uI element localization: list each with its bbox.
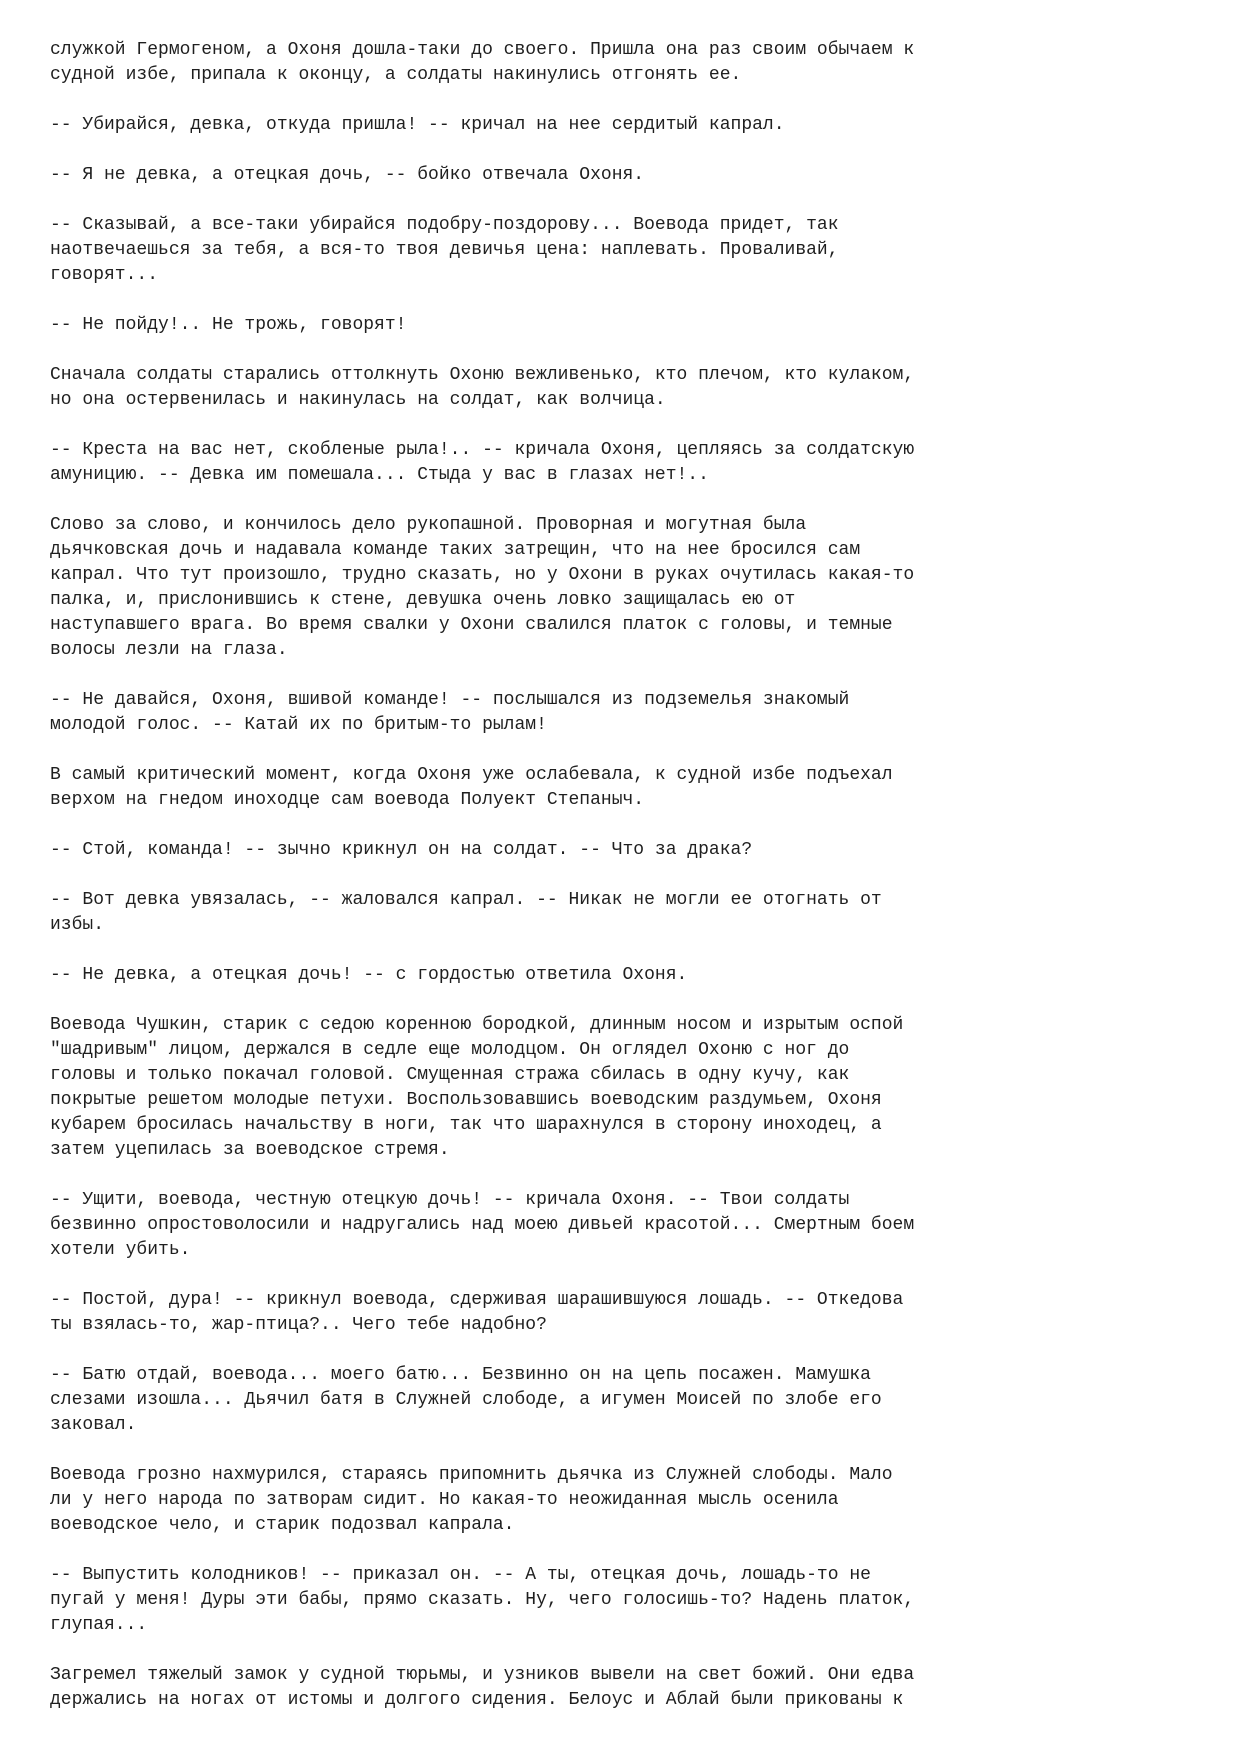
- paragraph: Слово за слово, и кончилось дело рукопашной. Проворная и могутная была дьячковская дочь и надавала команде таких затрещин, что на нее бросился сам капрал. Что тут произошло, трудно сказать, но у Охони в руках очутилась какая-то палка, и, прислонившись к стене, девушка очень ловко защищалась ею от наступавшего врага. Во время свалки у Охони свалился платок с головы, и темные волосы лезли на глаза.: [50, 515, 915, 660]
- document-page: [50, 38, 1210, 1713]
- paragraph: -- Убирайся, девка, откуда пришла! -- кричал на нее сердитый капрал.: [50, 115, 785, 135]
- paragraph: -- Не пойду!.. Не трожь, говорят!: [50, 315, 407, 335]
- paragraph: служкой Гермогеном, а Охоня дошла-таки до своего. Пришла она раз своим обычаем к судной избе, припала к оконцу, а солдаты накинулись отгонять ее.: [50, 40, 915, 85]
- paragraph: -- Выпустить колодников! -- приказал он. -- А ты, отецкая дочь, лошадь-то не пугай у меня! Дуры эти бабы, прямо сказать. Ну, чего голосишь-то? Надень платок, глупая...: [50, 1565, 915, 1635]
- paragraph: Загремел тяжелый замок у судной тюрьмы, и узников вывели на свет божий. Они едва держались на ногах от истомы и долгого сидения. Белоус и Аблай были прикованы к: [50, 1665, 915, 1710]
- paragraph: -- Батю отдай, воевода... моего батю... Безвинно он на цепь посажен. Мамушка слезами изошла... Дьячил батя в Служней слободе, а игумен Моисей по злобе его заковал.: [50, 1365, 882, 1435]
- paragraph: -- Стой, команда! -- зычно крикнул он на солдат. -- Что за драка?: [50, 840, 753, 860]
- paragraph: В самый критический момент, когда Охоня уже ослабевала, к судной избе подъехал верхом на гнедом иноходце сам воевода Полуект Степаныч.: [50, 765, 893, 810]
- paragraph: -- Сказывай, а все-таки убирайся подобру-поздорову... Воевода придет, так наотвечаешься за тебя, а вся-то твоя девичья цена: наплевать. Проваливай, говорят...: [50, 215, 839, 285]
- paragraph: -- Вот девка увязалась, -- жаловался капрал. -- Никак не могли ее отогнать от избы.: [50, 890, 882, 935]
- paragraph: -- Я не девка, а отецкая дочь, -- бойко отвечала Охоня.: [50, 165, 645, 185]
- paragraph: Воевода Чушкин, старик с седою коренною бородкой, длинным носом и изрытым оспой "шадривым" лицом, держался в седле еще молодцом. Он оглядел Охоню с ног до головы и только покачал головой. Смущенная стража сбилась в одну кучу, как покрытые решетом молодые петухи. Воспользовавшись воеводским раздумьем, Охоня кубарем бросилась начальству в ноги, так что шарахнулся в сторону иноходец, а затем уцепилась за воеводское стремя.: [50, 1015, 904, 1160]
- paragraph: -- Креста на вас нет, скобленые рыла!.. -- кричала Охоня, цепляясь за солдатскую амуницию. -- Девка им помешала... Стыда у вас в глазах нет!..: [50, 440, 915, 485]
- paragraph: -- Не девка, а отецкая дочь! -- с гордостью ответила Охоня.: [50, 965, 688, 985]
- paragraph: -- Постой, дура! -- крикнул воевода, сдерживая шарашившуюся лошадь. -- Откедова ты взялась-то, жар-птица?.. Чего тебе надобно?: [50, 1290, 904, 1335]
- paragraph: -- Ущити, воевода, честную отецкую дочь! -- кричала Охоня. -- Твои солдаты безвинно опростоволосили и надругались над моею дивьей красотой... Смертным боем хотели убить.: [50, 1190, 915, 1260]
- paragraph: Воевода грозно нахмурился, стараясь припомнить дьячка из Служней слободы. Мало ли у него народа по затворам сидит. Но какая-то неожиданная мысль осенила воеводское чело, и старик подозвал капрала.: [50, 1465, 893, 1535]
- paragraph: -- Не давайся, Охоня, вшивой команде! -- послышался из подземелья знакомый молодой голос. -- Катай их по бритым-то рылам!: [50, 690, 850, 735]
- paragraph: Сначала солдаты старались оттолкнуть Охоню вежливенько, кто плечом, кто кулаком, но она остервенилась и накинулась на солдат, как волчица.: [50, 365, 915, 410]
